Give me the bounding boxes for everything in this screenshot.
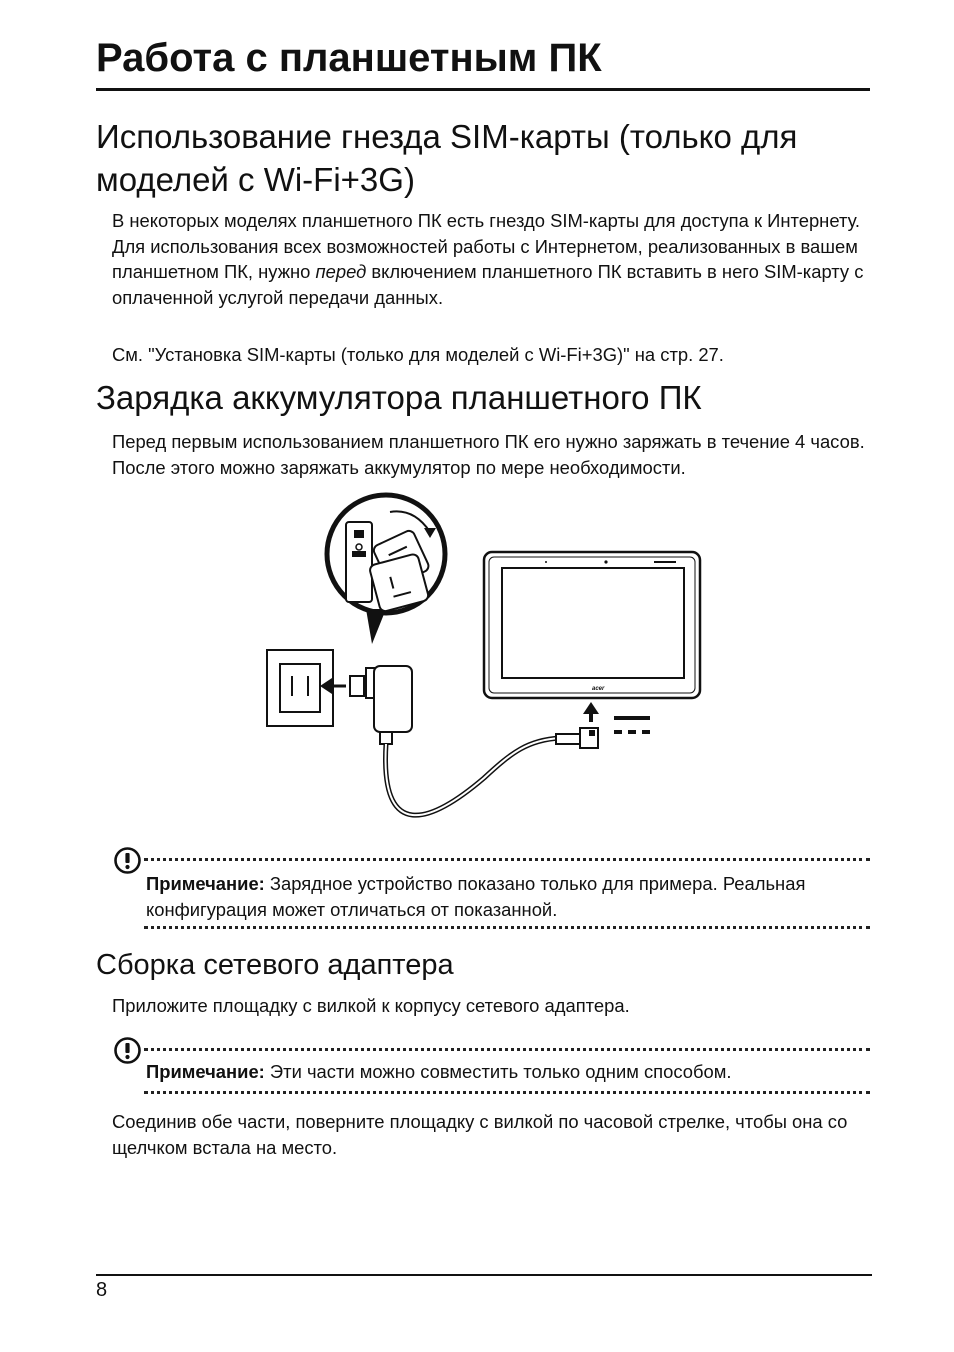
- adapter-paragraph-1: Приложите площадку с вилкой к корпусу сетевого адаптера.: [112, 995, 630, 1016]
- page-title: Работа с планшетным ПК: [96, 36, 602, 80]
- section-heading-charging: Зарядка аккумулятора планшетного ПК: [96, 379, 702, 416]
- section-heading-sim-line1: Использование гнезда SIM-карты (только для: [96, 118, 798, 155]
- exclamation-icon: [113, 1036, 142, 1065]
- note-charger-example: [146, 871, 866, 922]
- section-heading-sim: [96, 115, 797, 201]
- sim-paragraph: [112, 208, 872, 310]
- dc-symbol-icon: [614, 716, 650, 734]
- page-number: 8: [96, 1279, 108, 1301]
- sim-crossref: См. "Установка SIM-карты (только для моделей с Wi-Fi+3G)" на стр. 27.: [112, 344, 724, 365]
- sim-paragraph-part1: В некоторых моделях планшетного ПК есть гнездо SIM-карты для доступа к Интернету. Для использования всех возможностей работы с Интернетом, реализованных в вашем планшетном ПК, нужно: [112, 210, 861, 282]
- note-top-divider: [144, 1048, 870, 1051]
- sim-paragraph-emphasis: перед: [315, 261, 367, 282]
- tablet-device: [484, 552, 700, 698]
- note-label: Примечание:: [146, 873, 265, 894]
- section-heading-adapter: Сборка сетевого адаптера: [96, 949, 454, 981]
- charging-paragraph: Перед первым использованием планшетного ПК его нужно заряжать в течение 4 часов. После этого можно заряжать аккумулятор по мере необходимости.: [112, 431, 865, 478]
- plug-zoom-bubble: [327, 495, 445, 644]
- note-label: Примечание:: [146, 1061, 265, 1082]
- adapter-paragraph-2: Соединив обе части, поверните площадку с вилкой по часовой стрелке, чтобы она со щелчком встала на место.: [112, 1111, 848, 1158]
- dc-connector: [556, 728, 598, 748]
- sim-paragraph-part2: включением планшетного ПК вставить в него SIM-карту с оплаченной услугой передачи данных.: [112, 261, 864, 308]
- note-bottom-divider: [144, 1091, 870, 1094]
- charging-illustration: [262, 490, 702, 830]
- footer-divider: [96, 1274, 872, 1276]
- note-bottom-divider: [144, 926, 870, 929]
- up-arrow-icon: [583, 702, 599, 722]
- note-text: Эти части можно совместить только одним способом.: [264, 1061, 732, 1082]
- exclamation-icon: [113, 846, 142, 875]
- section-heading-sim-line2: моделей с Wi-Fi+3G): [96, 161, 415, 198]
- power-adapter: [350, 666, 412, 744]
- note-parts-fit: [146, 1059, 866, 1085]
- note-text: Зарядное устройство показано только для примера. Реальная конфигурация может отличаться от показанной.: [146, 873, 806, 920]
- title-divider: [96, 88, 870, 91]
- charging-cable: [386, 738, 560, 815]
- note-top-divider: [144, 858, 870, 861]
- tablet-logo: acer: [592, 686, 605, 692]
